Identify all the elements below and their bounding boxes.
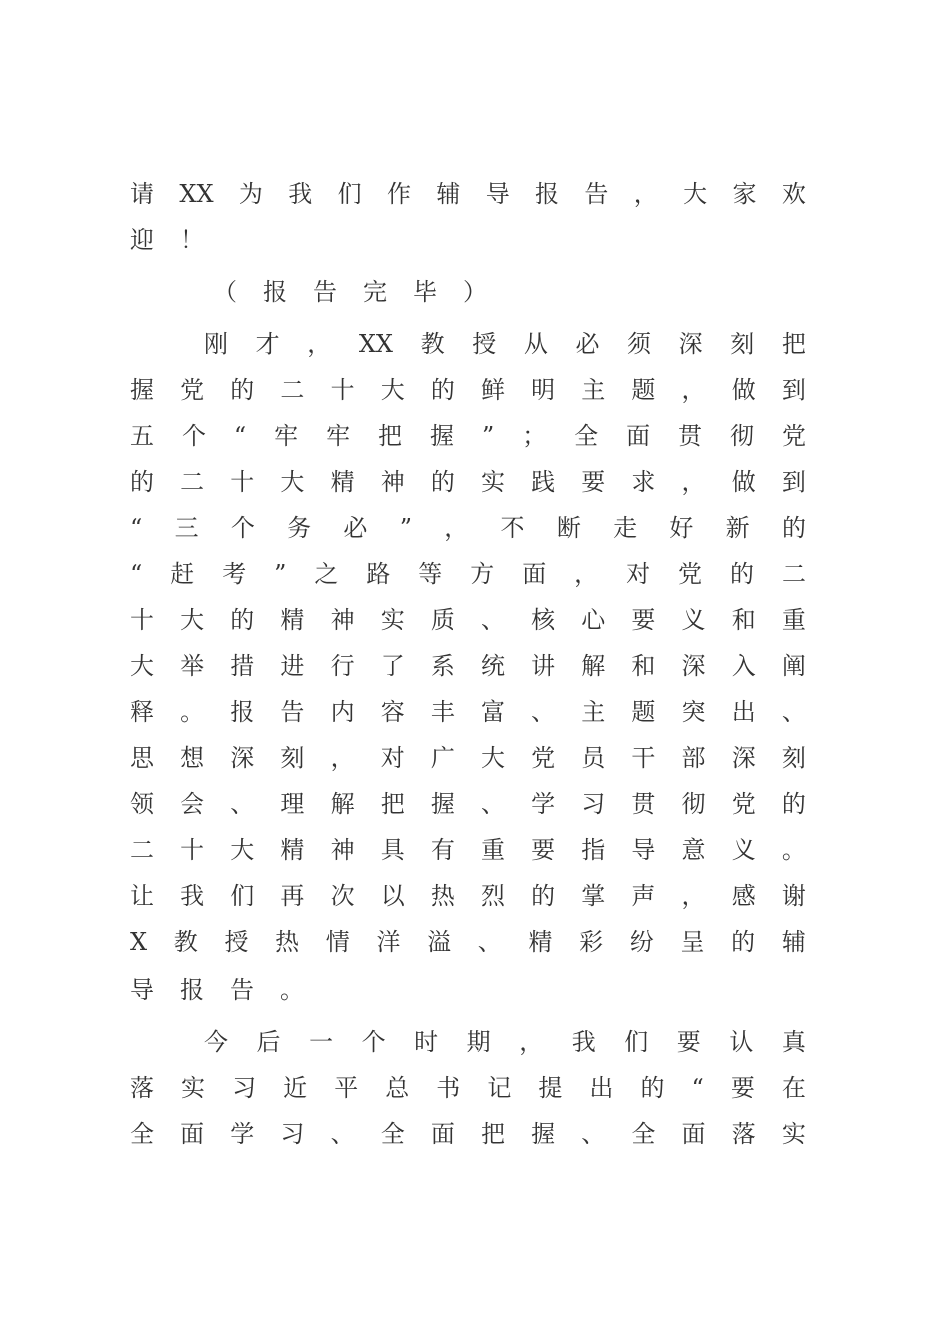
text-line: 请 XX 为 我 们 作 辅 导 报 告 ， 大 家 欢 — [130, 180, 806, 208]
text-line: 全 面 学 习 、 全 面 把 握 、 全 面 落 实 — [130, 1120, 806, 1148]
text-line: 思 想 深 刻 ， 对 广 大 党 员 干 部 深 刻 — [130, 744, 806, 772]
text-line: 的 二 十 大 精 神 的 实 践 要 求 ， 做 到 — [130, 468, 806, 496]
text-line: 领 会 、 理 解 把 握 、 学 习 贯 彻 党 的 — [130, 790, 806, 818]
text-line: “ 赶 考 ” 之 路 等 方 面 ， 对 党 的 二 — [130, 560, 806, 588]
text-line: 大 举 措 进 行 了 系 统 讲 解 和 深 入 阐 — [130, 652, 806, 680]
text-line: 让 我 们 再 次 以 热 烈 的 掌 声 ， 感 谢 — [130, 882, 806, 910]
text-line: “ 三 个 务 必 ” ， 不 断 走 好 新 的 — [130, 514, 806, 542]
report-end-note: （ 报 告 完 毕 ） — [213, 278, 487, 306]
text-line: 释 。 报 告 内 容 丰 富 、 主 题 突 出 、 — [130, 698, 806, 726]
text-line: 刚 才 ， XX 教 授 从 必 须 深 刻 把 — [204, 330, 806, 358]
text-line: 落 实 习 近 平 总 书 记 提 出 的 “ 要 在 — [130, 1074, 806, 1102]
text-line: 五 个 “ 牢 牢 把 握 ” ； 全 面 贯 彻 党 — [130, 422, 806, 450]
text-line: 迎 ！ — [130, 226, 204, 254]
text-line: 二 十 大 精 神 具 有 重 要 指 导 意 义 。 — [130, 836, 806, 864]
text-line: 十 大 的 精 神 实 质 、 核 心 要 义 和 重 — [130, 606, 806, 634]
text-line: 握 党 的 二 十 大 的 鲜 明 主 题 ， 做 到 — [130, 376, 806, 404]
text-line: 导 报 告 。 — [130, 976, 304, 1004]
text-line: X 教 授 热 情 洋 溢 、 精 彩 纷 呈 的 辅 — [130, 928, 806, 956]
text-line: 今 后 一 个 时 期 ， 我 们 要 认 真 — [204, 1028, 806, 1056]
